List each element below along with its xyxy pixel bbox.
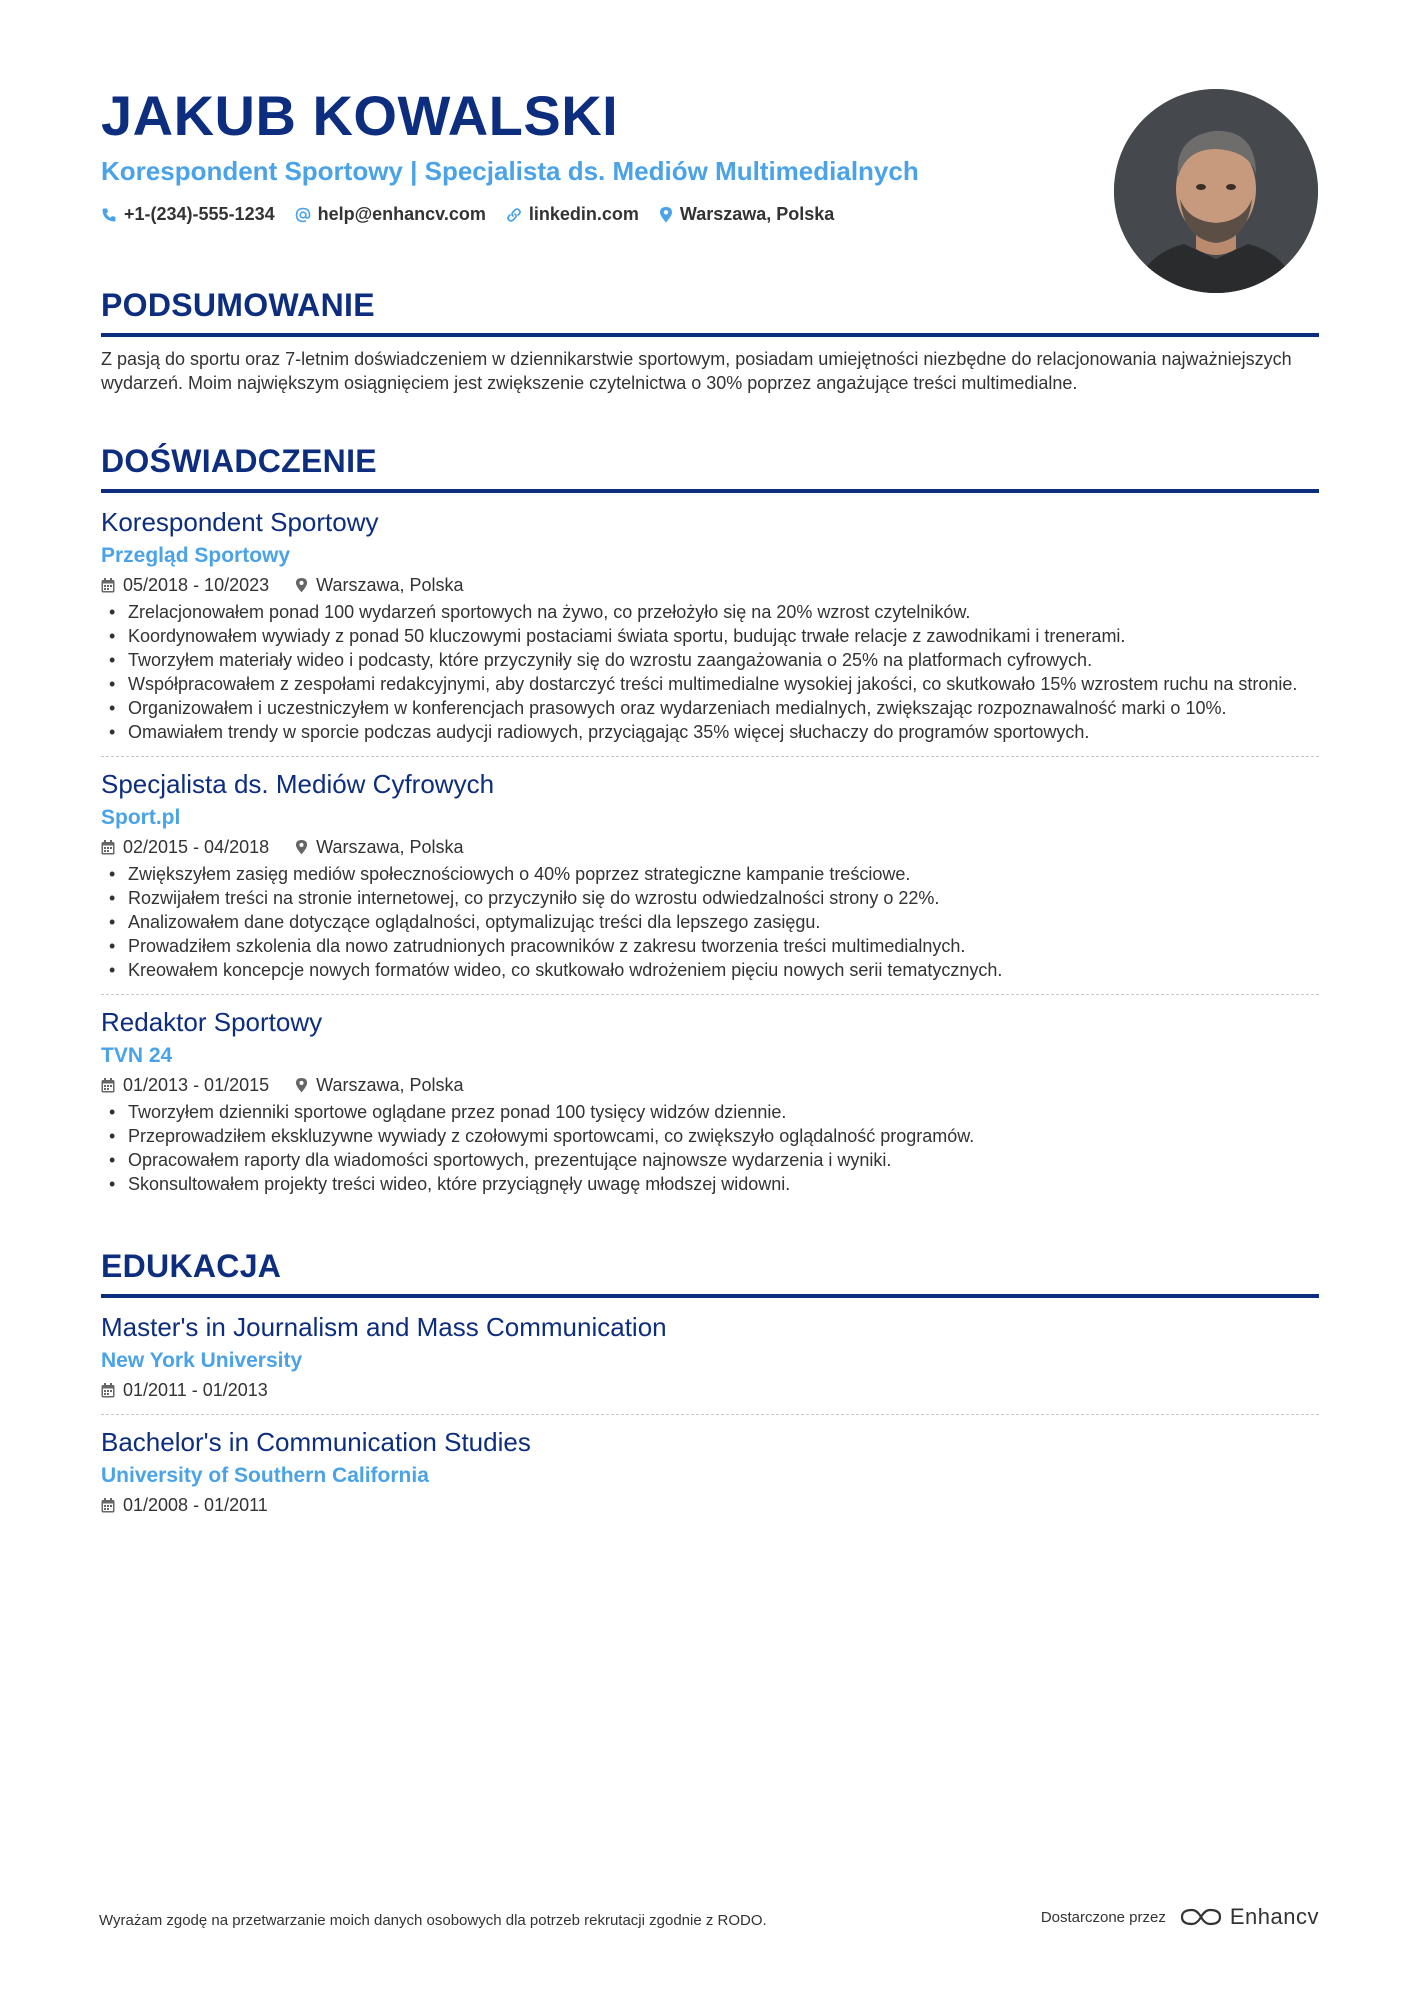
- bullet-item: • Organizowałem i uczestniczyłem w konferencjach prasowych oraz wydarzeniach medialnych, zwiększając rozpoznawalność marki o 10%.: [128, 696, 1319, 720]
- bullet-item: • Tworzyłem materiały wideo i podcasty, które przyczyniły się do wzrostu zaangażowania o 25% na platformach cyfrowych.: [128, 648, 1319, 672]
- bullet-item: • Zrelacjonowałem ponad 100 wydarzeń sportowych na żywo, co przełożyło się na 20% wzrost czytelników.: [128, 600, 1319, 624]
- section-title-education: EDUKACJA: [101, 1248, 282, 1284]
- job-bullets: [101, 600, 1319, 744]
- section-title-summary: PODSUMOWANIE: [101, 287, 375, 323]
- company-name: Przegląd Sportowy: [101, 544, 291, 567]
- job-title: Specjalista ds. Mediów Cyfrowych: [101, 769, 495, 799]
- location-pin-icon: [295, 577, 308, 593]
- entry-separator: [101, 756, 1319, 757]
- section-divider: [101, 333, 1319, 337]
- experience-entry: [101, 505, 1319, 744]
- footer: [99, 1904, 1319, 1929]
- company-name: Sport.pl: [101, 806, 181, 829]
- job-title: Redaktor Sportowy: [101, 1007, 323, 1037]
- entry-separator: [101, 1414, 1319, 1415]
- bullet-item: • Omawiałem trendy w sporcie podczas audycji radiowych, przyciągając 35% więcej słuchaczy do programów sportowych.: [128, 720, 1319, 744]
- job-title: Korespondent Sportowy: [101, 507, 379, 537]
- location-text: Warszawa, Polska: [316, 1075, 464, 1095]
- dates-text: 01/2008 - 01/2011: [123, 1495, 268, 1515]
- email-text: help@enhancv.com: [317, 204, 486, 224]
- job-dates: [101, 1073, 269, 1097]
- headline: Korespondent Sportowy | Specjalista ds. Mediów Multimedialnych: [101, 156, 919, 186]
- linkedin-text: linkedin.com: [528, 204, 639, 224]
- powered-by-label: Dostarczone przez: [1040, 1908, 1166, 1926]
- contact-bar: [101, 204, 1319, 225]
- bullet-item: • Kreowałem koncepcje nowych formatów wideo, co skutkowało wdrożeniem pięciu nowych serii tematycznych.: [128, 958, 1319, 982]
- candidate-name: JAKUB KOWALSKI: [101, 84, 619, 147]
- phone-icon: [101, 207, 117, 223]
- job-meta: [101, 573, 1319, 597]
- bullet-item: • Skonsultowałem projekty treści wideo, które przyciągnęły uwagę młodszej widowni.: [128, 1172, 1319, 1196]
- experience-section: [101, 441, 1319, 1196]
- job-bullets: [101, 862, 1319, 982]
- calendar-icon: [101, 1078, 115, 1093]
- degree-title: Bachelor's in Communication Studies: [101, 1427, 531, 1457]
- section-title-experience: DOŚWIADCZENIE: [101, 443, 377, 479]
- education-meta: [101, 1378, 1319, 1402]
- section-divider: [101, 489, 1319, 493]
- bullet-item: • Rozwijałem treści na stronie internetowej, co przyczyniło się do wzrostu odwiedzalności strony o 22%.: [128, 886, 1319, 910]
- bullet-item: • Opracowałem raporty dla wiadomości sportowych, prezentujące najnowsze wydarzenia i wyniki.: [128, 1148, 1319, 1172]
- location-pin-icon: [659, 206, 673, 223]
- bullet-item: • Przeprowadziłem ekskluzywne wywiady z czołowymi sportowcami, co zwiększyło oglądalność programów.: [128, 1124, 1319, 1148]
- bullet-item: • Współpracowałem z zespołami redakcyjnymi, aby dostarczyć treści multimedialne wysokiej jakości, co skutkowało 15% wzrostem ruchu na stronie.: [128, 672, 1319, 696]
- contact-linkedin[interactable]: [506, 204, 639, 225]
- experience-entry: [101, 767, 1319, 982]
- enhancv-logo-icon: [1178, 1906, 1224, 1928]
- degree-title: Master's in Journalism and Mass Communication: [101, 1312, 667, 1342]
- phone-text: +1-(234)-555-1234: [124, 204, 275, 224]
- bullet-item: • Tworzyłem dzienniki sportowe oglądane przez ponad 100 tysięcy widzów dziennie.: [128, 1100, 1319, 1124]
- summary-text: Z pasją do sportu oraz 7-letnim doświadczeniem w dziennikarstwie sportowym, posiadam umiejętności niezbędne do relacjonowania najważniejszych wydarzeń. Moim największym osiągnięciem jest zwiększenie czytelnictwa o 30% poprzez angażujące treści multimedialne.: [101, 349, 1292, 393]
- link-icon: [506, 207, 522, 223]
- location-text: Warszawa, Polska: [316, 575, 464, 595]
- experience-entry: [101, 1005, 1319, 1196]
- bullet-item: • Koordynowałem wywiady z ponad 50 kluczowymi postaciami świata sportu, budując trwałe relacje z zawodnikami i trenerami.: [128, 624, 1319, 648]
- school-name: University of Southern California: [101, 1464, 429, 1487]
- powered-by[interactable]: [1041, 1904, 1319, 1930]
- dates-text: 05/2018 - 10/2023: [123, 575, 270, 595]
- dates-text: 02/2015 - 04/2018: [123, 837, 270, 857]
- calendar-icon: [101, 1383, 115, 1398]
- education-meta: [101, 1493, 1319, 1517]
- calendar-icon: [101, 578, 115, 593]
- consent-text: Wyrażam zgodę na przetwarzanie moich danych osobowych dla potrzeb rekrutacji zgodnie z RODO.: [99, 1912, 767, 1929]
- job-location: [295, 835, 463, 859]
- job-bullets: [101, 1100, 1319, 1196]
- dates-text: 01/2011 - 01/2013: [123, 1380, 268, 1400]
- job-meta: [101, 835, 1319, 859]
- bullet-item: • Zwiększyłem zasięg mediów społecznościowych o 40% poprzez strategiczne kampanie treściowe.: [128, 862, 1319, 886]
- job-dates: [101, 573, 269, 597]
- contact-email[interactable]: [295, 204, 486, 225]
- calendar-icon: [101, 1498, 115, 1513]
- job-dates: [101, 835, 269, 859]
- location-pin-icon: [295, 839, 308, 855]
- entry-separator: [101, 994, 1319, 995]
- school-name: New York University: [101, 1349, 303, 1372]
- bullet-item: • Analizowałem dane dotyczące oglądalności, optymalizując treści dla lepszego zasięgu.: [128, 910, 1319, 934]
- education-dates: [101, 1378, 268, 1402]
- job-meta: [101, 1073, 1319, 1097]
- contact-phone[interactable]: [101, 204, 275, 225]
- summary-section: [101, 285, 1319, 395]
- company-name: TVN 24: [101, 1044, 173, 1067]
- resume-content: [101, 84, 1319, 1517]
- location-pin-icon: [295, 1077, 308, 1093]
- education-entry: [101, 1310, 1319, 1402]
- location-text: Warszawa, Polska: [316, 837, 464, 857]
- education-section: [101, 1246, 1319, 1517]
- job-location: [295, 573, 463, 597]
- brand-name: Enhancv: [1229, 1904, 1319, 1929]
- education-entry: [101, 1425, 1319, 1517]
- calendar-icon: [101, 840, 115, 855]
- education-dates: [101, 1493, 268, 1517]
- location-text: Warszawa, Polska: [679, 204, 835, 224]
- section-divider: [101, 1294, 1319, 1298]
- bullet-item: • Prowadziłem szkolenia dla nowo zatrudnionych pracowników z zakresu tworzenia treści multimedialnych.: [128, 934, 1319, 958]
- contact-location: [659, 204, 834, 225]
- dates-text: 01/2013 - 01/2015: [123, 1075, 270, 1095]
- job-location: [295, 1073, 463, 1097]
- at-icon: [295, 207, 311, 223]
